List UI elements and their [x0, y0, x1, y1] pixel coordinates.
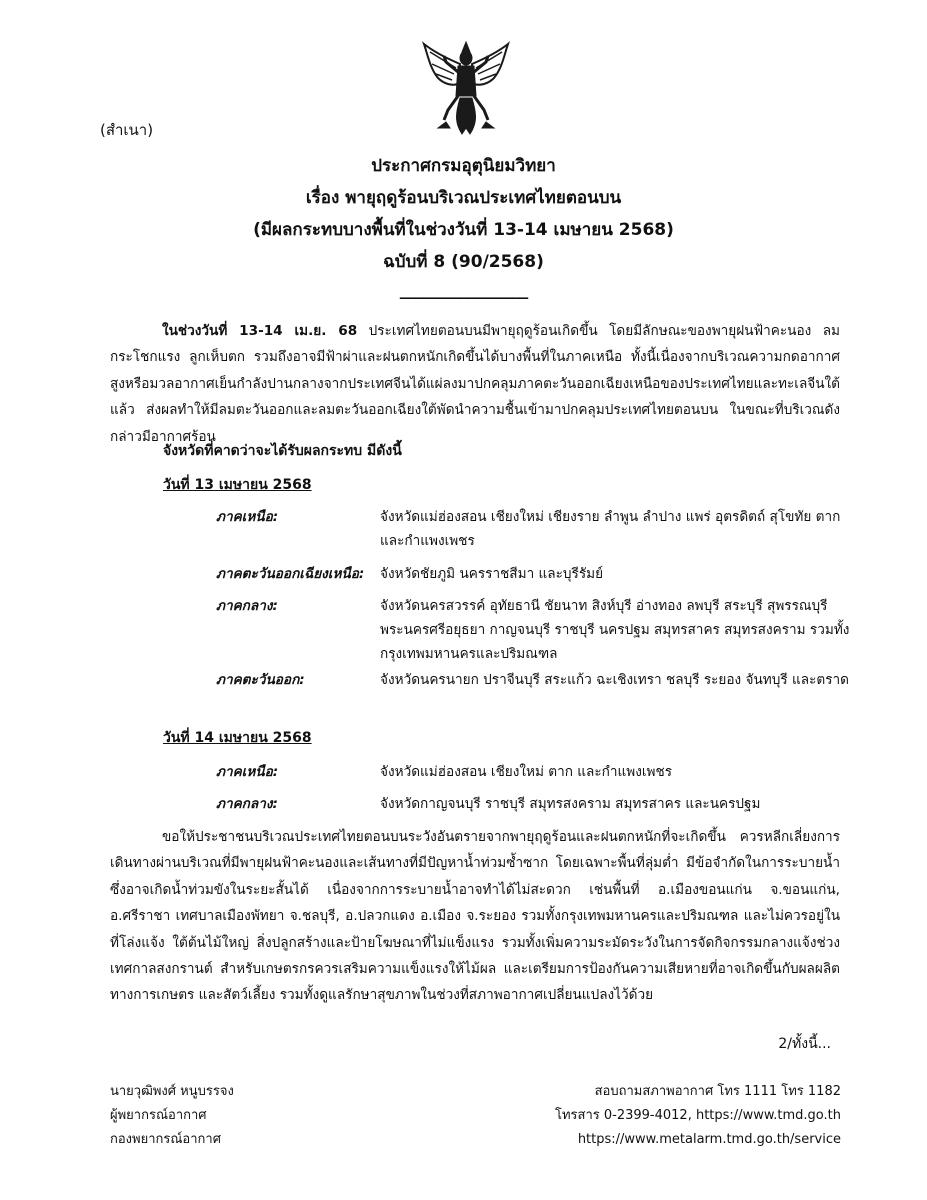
continued-marker: 2/ทั้งนี้...	[778, 1036, 831, 1052]
region-provinces: จังหวัดนครนายก ปราจีนบุรี สระแก้ว ฉะเชิงเทรา ชลบุรี ระยอง จันทบุรี และตราด	[380, 672, 849, 688]
region-name: ภาคเหนือ:	[216, 509, 279, 525]
contact-fax-web[interactable]: โทรสาร 0-2399-4012, https://www.tmd.go.th	[555, 1108, 841, 1123]
region-provinces: จังหวัดนครสวรรค์ อุทัยธานี ชัยนาท สิงห์บุรี อ่างทอง ลพบุรี สระบุรี สุพรรณบุรี พระนครศรีอยุธยา กาญจนบุรี ราชบุรี นครปฐม สมุทรสาคร สมุทรสงคราม รวมทั้งกรุงเทพมหานครและปริมณฑล	[380, 598, 850, 662]
day-heading: วันที่ 14 เมษายน 2568	[163, 730, 312, 746]
contact-service-link[interactable]: https://www.metalarm.tmd.go.th/service	[577, 1132, 841, 1147]
title-issuer: ประกาศกรมอุตุนิยมวิทยา	[371, 156, 556, 176]
affected-provinces-heading: จังหวัดที่คาดว่าจะได้รับผลกระทบ มีดังนี้	[163, 443, 402, 459]
title-impact-period: (มีผลกระทบบางพื้นที่ในช่วงวันที่ 13-14 เมษายน 2568)	[253, 220, 674, 240]
contact-phone: สอบถามสภาพอากาศ โทร 1111 โทร 1182	[594, 1084, 841, 1099]
region-provinces: จังหวัดชัยภูมิ นครราชสีมา และบุรีรัมย์	[380, 566, 604, 582]
region-provinces: จังหวัดกาญจนบุรี ราชบุรี สมุทรสงคราม สมุทรสาคร และนครปฐม	[380, 796, 761, 812]
region-provinces: จังหวัดแม่ฮ่องสอน เชียงใหม่ ตาก และกำแพงเพชร	[380, 764, 673, 780]
region-name: ภาคตะวันออกเฉียงเหนือ:	[216, 566, 365, 582]
region-name: ภาคตะวันออก:	[216, 672, 305, 688]
announcement-title	[0, 150, 927, 302]
copy-mark: (สำเนา)	[100, 121, 154, 139]
title-divider: _________________	[399, 280, 528, 300]
intro-text: ประเทศไทยตอนบนมีพายุฤดูร้อนเกิดขึ้น โดยมีลักษณะของพายุฝนฟ้าคะนอง ลมกระโชกแรง ลูกเห็บตก รวมถึงอาจมีฟ้าผ่าและฝนตกหนักเกิดขึ้นได้บางพื้นที่ในภาคเหนือ ทั้งนี้เนื่องจากบริเวณความกดอากาศสูงหรือมวลอากาศเย็นกำลังปานกลางจากประเทศจีนได้แผ่ลงมาปกคลุมภาคตะวันออกเฉียงเหนือของประเทศไทยและทะเลจีนใต้แล้ว ส่งผลทำให้มีลมตะวันออกและลมตะวันออกเฉียงใต้พัดนำความชื้นเข้ามาปกคลุมประเทศไทยตอนบน ในขณะที่บริเวณดังกล่าวมีอากาศร้อน	[110, 323, 841, 445]
garuda-emblem-icon	[416, 38, 516, 138]
signer-name: นายวุฒิพงศ์ หนูบรรจง	[110, 1084, 234, 1099]
signer-division: กองพยากรณ์อากาศ	[110, 1132, 221, 1147]
intro-lead: ในช่วงวันที่ 13-14 เม.ย. 68	[162, 323, 358, 339]
region-provinces: จังหวัดแม่ฮ่องสอน เชียงใหม่ เชียงราย ลำพูน ลำปาง แพร่ อุตรดิตถ์ สุโขทัย ตาก และกำแพงเพชร	[380, 509, 841, 549]
contact-block	[555, 1080, 841, 1152]
title-subject: เรื่อง พายุฤดูร้อนบริเวณประเทศไทยตอนบน	[305, 188, 622, 208]
advice-text: ขอให้ประชาชนบริเวณประเทศไทยตอนบนระวังอันตรายจากพายุฤดูร้อนและฝนตกหนักที่จะเกิดขึ้น ควรหลีกเลี่ยงการเดินทางผ่านบริเวณที่มีพายุฝนฟ้าคะนองและเส้นทางที่มีปัญหาน้ำท่วมซ้ำซาก โดยเฉพาะพื้นที่ลุ่มต่ำ มีข้อจำกัดในการระบายน้ำซึ่งอาจเกิดน้ำท่วมขังในระยะสั้นได้ เนื่องจากการระบายน้ำอาจทำได้ไม่สะดวก เช่นพื้นที่ อ.เมืองขอนแก่น จ.ขอนแก่น, อ.ศรีราชา เทศบาลเมืองพัทยา จ.ชลบุรี, อ.ปลวกแดง อ.เมือง จ.ระยอง รวมทั้งกรุงเทพมหานครและปริมณฑล และไม่ควรอยู่ในที่โล่งแจ้ง ใต้ต้นไม้ใหญ่ สิ่งปลูกสร้างและป้ายโฆษณาที่ไม่แข็งแรง รวมทั้งเพิ่มความระมัดระวังในการจัดกิจกรรมกลางแจ้งช่วงเทศกาลสงกรานต์ สำหรับเกษตรกรควรเสริมความแข็งแรงให้ไม้ผล และเตรียมการป้องกันความเสียหายที่อาจเกิดขึ้นกับผลผลิตทางการเกษตร และสัตว์เลี้ยง รวมทั้งดูแลรักษาสุขภาพในช่วงที่สภาพอากาศเปลี่ยนแปลงไว้ด้วย	[110, 829, 840, 1004]
region-name: ภาคกลาง:	[216, 796, 278, 812]
day-heading: วันที่ 13 เมษายน 2568	[163, 477, 312, 493]
signature-block	[110, 1080, 234, 1152]
intro-paragraph	[110, 318, 840, 450]
advice-paragraph	[110, 824, 840, 1009]
region-name: ภาคกลาง:	[216, 598, 278, 614]
region-name: ภาคเหนือ:	[216, 764, 279, 780]
title-issue-number: ฉบับที่ 8 (90/2568)	[383, 252, 544, 272]
signer-role: ผู้พยากรณ์อากาศ	[110, 1108, 207, 1123]
